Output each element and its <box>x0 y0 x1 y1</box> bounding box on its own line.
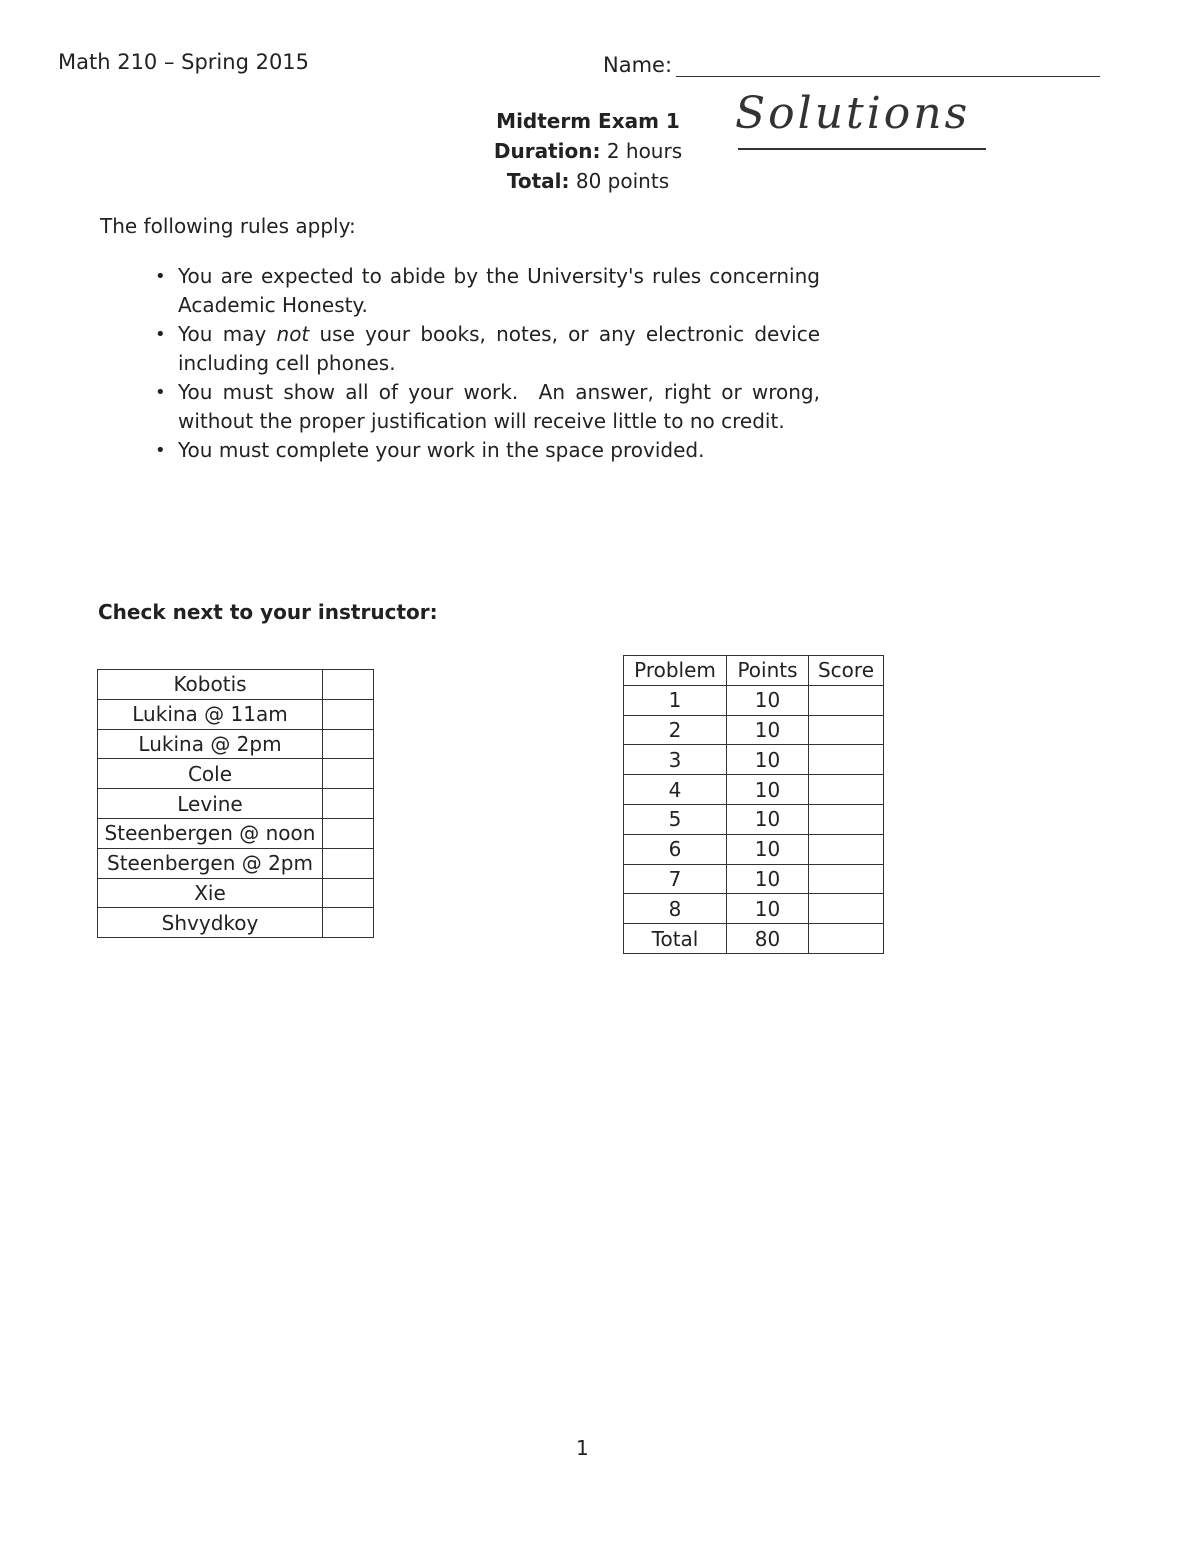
total-value: 80 points <box>575 169 670 193</box>
total-label: Total: <box>506 169 570 193</box>
table-row: Xie <box>98 878 374 908</box>
table-row: Steenbergen @ 2pm <box>98 848 374 878</box>
bullet-icon: • <box>155 324 166 345</box>
score-table <box>623 655 884 954</box>
score-cell[interactable] <box>809 894 884 924</box>
check-box[interactable] <box>323 789 374 819</box>
table-row: Cole <box>98 759 374 789</box>
table-row: 6 10 <box>624 834 884 864</box>
duration-label: Duration: <box>493 139 601 163</box>
name-field-line <box>676 76 1100 77</box>
handwritten-solutions: Solutions <box>735 88 971 139</box>
score-cell[interactable] <box>809 715 884 745</box>
check-box[interactable] <box>323 878 374 908</box>
score-cell[interactable] <box>809 685 884 715</box>
check-box[interactable] <box>323 848 374 878</box>
exam-title-block <box>470 106 706 196</box>
table-row: Levine <box>98 789 374 819</box>
table-row: 7 10 <box>624 864 884 894</box>
duration-value: 2 hours <box>606 139 683 163</box>
check-box[interactable] <box>323 699 374 729</box>
bullet-icon: • <box>155 266 166 287</box>
score-cell[interactable] <box>809 924 884 954</box>
instructor-table <box>97 669 374 938</box>
table-row: Shvydkoy <box>98 908 374 938</box>
check-box[interactable] <box>323 818 374 848</box>
column-header: Score <box>809 656 884 686</box>
score-cell[interactable] <box>809 804 884 834</box>
check-box[interactable] <box>323 908 374 938</box>
rules-intro: The following rules apply: <box>100 214 356 238</box>
rule-item: • You may not use your books, notes, or any electronic device including cell phones. <box>155 322 821 375</box>
table-row: 5 10 <box>624 804 884 834</box>
course-header: Math 210 – Spring 2015 <box>58 50 310 74</box>
table-row: Steenbergen @ noon <box>98 818 374 848</box>
exam-title: Midterm Exam 1 <box>496 109 680 133</box>
table-row: 3 10 <box>624 745 884 775</box>
table-row: 2 10 <box>624 715 884 745</box>
check-box[interactable] <box>323 729 374 759</box>
handwritten-underline <box>738 148 986 150</box>
table-row: 4 10 <box>624 775 884 805</box>
table-row: Lukina @ 11am <box>98 699 374 729</box>
name-label: Name: <box>603 53 673 77</box>
column-header: Points <box>727 656 809 686</box>
rule-item: • You are expected to abide by the University's rules concerning Academic Honesty. <box>155 264 820 317</box>
bullet-icon: • <box>155 440 166 461</box>
page-number: 1 <box>576 1436 589 1460</box>
rule-item: • You must complete your work in the space provided. <box>155 436 820 465</box>
table-row: 1 10 <box>624 685 884 715</box>
check-box[interactable] <box>323 670 374 700</box>
instructor-check-label: Check next to your instructor: <box>98 600 438 624</box>
bullet-icon: • <box>155 382 166 403</box>
score-cell[interactable] <box>809 864 884 894</box>
score-cell[interactable] <box>809 775 884 805</box>
table-header-row <box>624 656 884 686</box>
column-header: Problem <box>624 656 727 686</box>
check-box[interactable] <box>323 759 374 789</box>
rule-item: • You must show all of your work. An answer, right or wrong, without the proper justification will receive little to no credit. <box>155 380 827 433</box>
table-row: Kobotis <box>98 670 374 700</box>
table-row: 8 10 <box>624 894 884 924</box>
score-cell[interactable] <box>809 834 884 864</box>
rules-list <box>155 262 827 465</box>
table-row: Lukina @ 2pm <box>98 729 374 759</box>
table-total-row: Total 80 <box>624 924 884 954</box>
score-cell[interactable] <box>809 745 884 775</box>
